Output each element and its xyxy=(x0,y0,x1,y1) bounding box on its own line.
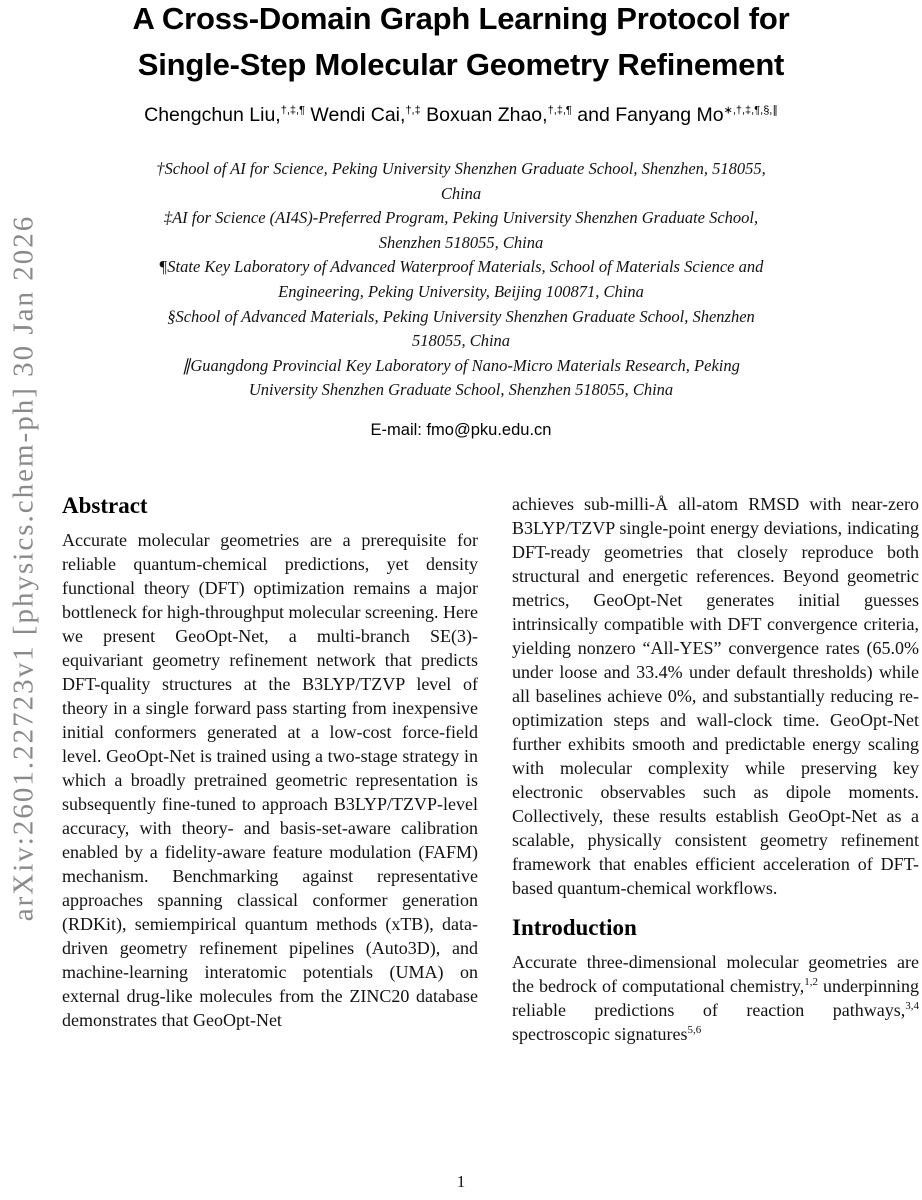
affiliation-2-line-2: Shenzhen 518055, China xyxy=(378,232,544,252)
affiliation-5-line-2: University Shenzhen Graduate School, Shenzhen 518055, China xyxy=(248,380,674,400)
citation-marker-2: 3,4 xyxy=(905,1000,919,1012)
right-column xyxy=(512,492,919,1046)
author-marks-4: ∗,†,‡,¶,§,∥ xyxy=(723,104,778,117)
author-name-1: Chengchun Liu, xyxy=(144,104,281,126)
abstract-text-column-1: Accurate molecular geometries are a prerequisite for reliable quantum-chemical predictions, yet density functional theory (DFT) optimization remains a major bottleneck for high-throughput molecular screening. Here we present GeoOpt-Net, a multi-branch SE(3)-equivariant geometry refinement network that predicts DFT-quality structures at the B3LYP/TZVP level of theory in a single forward pass starting from inexpensive initial conformers generated at a low-cost force-field level. GeoOpt-Net is trained using a two-stage strategy in which a broadly pretrained geometric representation is subsequently fine-tuned to approach B3LYP/TZVP-level accuracy, with theory- and basis-set-aware calibration enabled by a fidelity-aware feature modulation (FAFM) mechanism. Benchmarking against representative approaches spanning classical conformer generation (RDKit), semiempirical quantum methods (xTB), data-driven geometry refinement pipelines (Auto3D), and machine-learning interatomic potentials (UMA) on external drug-like molecules from the ZINC20 database demonstrates that GeoOpt-Net xyxy=(62,530,478,1030)
intro-segment-1: Accurate three-dimensional molecular geometries are the bedrock of computational chemistry, xyxy=(512,952,919,996)
citation-marker-3: 5,6 xyxy=(687,1024,702,1036)
left-column xyxy=(62,492,478,1032)
author-name-4: and Fanyang Mo xyxy=(571,104,724,126)
affiliation-2-line-1: ‡AI for Science (AI4S)-Preferred Program, Peking University Shenzhen Graduate School, xyxy=(163,208,759,228)
intro-segment-2: underpinning reliable predictions of reaction pathways, xyxy=(512,976,919,1020)
citation-marker-1: 1,2 xyxy=(804,976,818,988)
author-line xyxy=(0,104,922,127)
affiliation-4-line-2: 518055, China xyxy=(411,331,511,351)
title-line-1: A Cross-Domain Graph Learning Protocol for xyxy=(132,1,790,36)
affiliation-5-line-1: ∥Guangdong Provincial Key Laboratory of Nano-Micro Materials Research, Peking xyxy=(182,355,740,375)
affiliation-3-line-1: ¶State Key Laboratory of Advanced Waterproof Materials, School of Materials Science and xyxy=(158,257,764,277)
introduction-heading: Introduction xyxy=(512,915,637,940)
author-marks-1: †,‡,¶ xyxy=(280,104,305,117)
affiliation-1-line-2: China xyxy=(440,183,482,203)
page-number: 1 xyxy=(456,1172,466,1191)
author-name-3: Boxuan Zhao, xyxy=(420,104,548,126)
author-marks-2: †,‡ xyxy=(405,104,421,117)
arxiv-id-text: arXiv:2601.22723v1 [physics.chem-ph] 30 Jan 2026 xyxy=(7,214,40,922)
affiliation-1-line-1: †School of AI for Science, Peking University Shenzhen Graduate School, Shenzhen, 518055, xyxy=(156,159,766,178)
author-name-2: Wendi Cai, xyxy=(305,104,406,126)
author-marks-3: †,‡,¶ xyxy=(547,104,572,117)
title-line-2: Single-Step Molecular Geometry Refinement xyxy=(137,47,785,82)
affiliation-3-line-2: Engineering, Peking University, Beijing 100871, China xyxy=(278,281,644,301)
affiliation-4-line-1: §School of Advanced Materials, Peking University Shenzhen Graduate School, Shenzhen xyxy=(167,306,755,326)
affiliations-block xyxy=(0,157,922,403)
paper-title xyxy=(0,0,922,88)
introduction-text xyxy=(512,950,919,1046)
email-line: E-mail: fmo@pku.edu.cn xyxy=(370,421,552,439)
abstract-heading: Abstract xyxy=(62,493,148,518)
intro-segment-3: spectroscopic signatures xyxy=(512,1024,688,1044)
abstract-text-column-2: achieves sub-milli-Å all-atom RMSD with near-zero B3LYP/TZVP single-point energy deviations, indicating DFT-ready geometries that closely reproduce both structural and energetic references. Beyond geometric metrics, GeoOpt-Net generates initial guesses intrinsically compatible with DFT convergence criteria, yielding nonzero “All-YES” convergence rates (65.0% under loose and 33.4% under default thresholds) while all baselines achieve 0%, and substantially reducing re-optimization steps and wall-clock time. GeoOpt-Net further exhibits smooth and predictable energy scaling with molecular complexity while preserving key electronic observables such as dipole moments. Collectively, these results establish GeoOpt-Net as a scalable, physically consistent geometry refinement framework that enables efficient acceleration of DFT-based quantum-chemical workflows. xyxy=(512,494,919,898)
